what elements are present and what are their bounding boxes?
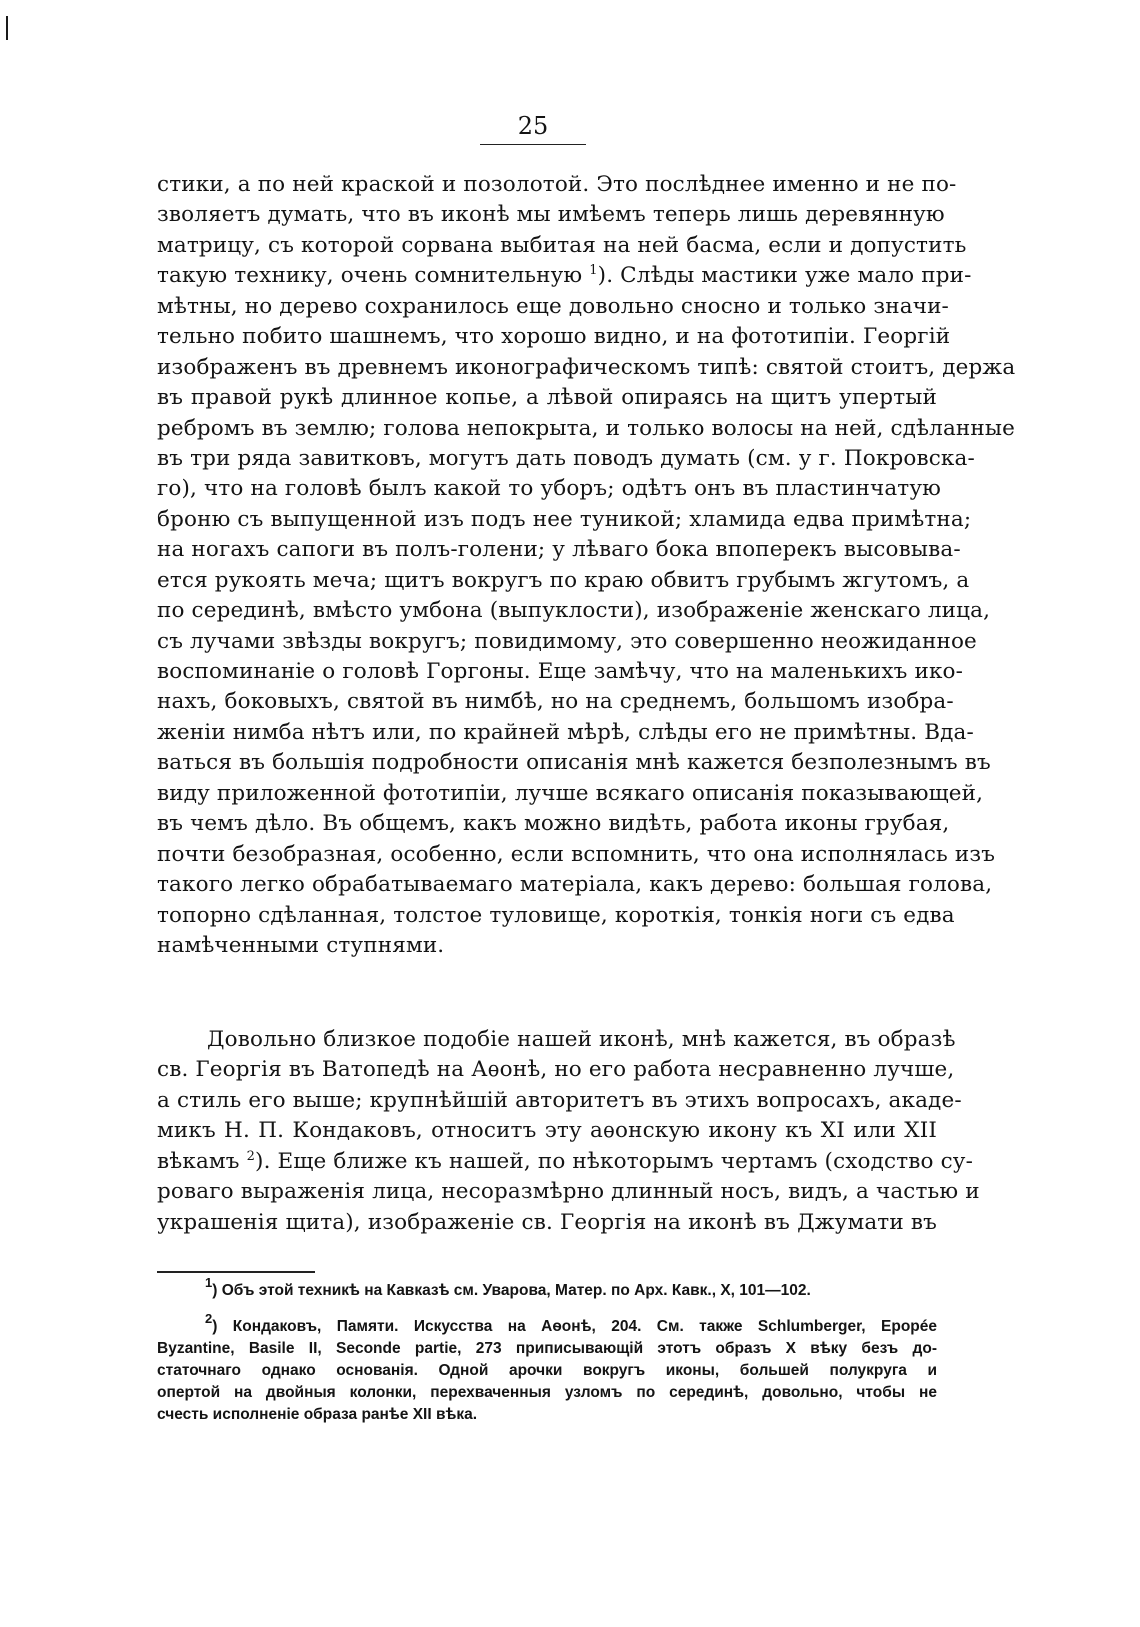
footnote-divider [157, 1271, 315, 1273]
text-line: виду приложенной фототипіи, лучше всякаго описанія показывающей, [157, 780, 984, 806]
text-line: а стиль его выше; крупнѣйшій авторитетъ въ этихъ вопросахъ, акаде- [157, 1087, 962, 1113]
footnote-text: ) Кондаковъ, Памяти. Искусства на Аѳонѣ, 204. См. также Schlumberger, Epopée [212, 1318, 937, 1335]
text-line: украшенія щита), изображеніе св. Георгія на иконѣ въ Джумати въ [157, 1209, 937, 1235]
text-line [157, 1147, 974, 1177]
text-line: въ три ряда завитковъ, могутъ дать поводъ думать (см. у г. Покровска- [157, 445, 975, 471]
text-fragment: ). Слѣды мастики уже мало при- [597, 263, 972, 289]
text-line: нахъ, боковыхъ, святой въ нимбѣ, но на среднемъ, большомъ изобра- [157, 689, 954, 715]
footnote-2-line: счесть исполненіе образа ранѣе XII вѣка. [157, 1406, 478, 1423]
footnote-ref-1[interactable]: 1 [589, 263, 598, 279]
text-line: матрицу, съ которой сорвана выбитая на ней басма, если и допустить [157, 232, 967, 258]
text-line: изображенъ въ древнемъ иконографическомъ типѣ: святой стоитъ, держа [157, 354, 1016, 380]
footnote-ref-2[interactable]: 2 [246, 1148, 256, 1164]
text-line [157, 261, 972, 291]
text-line: воспоминаніе о головѣ Горгоны. Еще замѣчу, что на маленькихъ ико- [157, 659, 964, 684]
text-line: по серединѣ, вмѣсто умбона (выпуклости), изображеніе женскаго лица, [157, 598, 991, 624]
text-line: почти безобразная, особенно, если вспомнить, что она исполнялась изъ [157, 841, 996, 867]
footnote-2 [157, 1311, 937, 1338]
text-line: роваго выраженія лица, несоразмѣрно длинный носъ, видъ, а частью и [157, 1179, 980, 1205]
footnote-2-line: Byzantine, Basile II, Seconde partie, 273 приписывающій этотъ образъ X вѣку безъ до- [157, 1340, 937, 1357]
text-line: ваться въ большія подробности описанія мнѣ кажется безполезнымъ въ [157, 750, 991, 776]
text-line: св. Георгія въ Ватопедѣ на Аѳонѣ, но его работа несравненно лучше, [157, 1057, 955, 1083]
paragraph-2 [157, 1025, 980, 1238]
footnote-mark: 2 [205, 1311, 213, 1326]
text-line: женіи нимба нѣтъ или, по крайней мѣрѣ, слѣды его не примѣтны. Вда- [157, 719, 974, 745]
footnote-2-line: статочнаго однако основанія. Одной арочки вокругъ иконы, большей полукруга и [157, 1362, 937, 1379]
text-fragment: ). Еще ближе къ нашей, по нѣкоторымъ чертамъ (сходство су- [255, 1148, 974, 1174]
text-line: зволяетъ думать, что въ иконѣ мы имѣемъ теперь лишь деревянную [157, 202, 945, 228]
footnote-1 [157, 1275, 937, 1302]
page-number: 25 [480, 112, 586, 145]
text-line: го), что на головѣ былъ какой то уборъ; одѣтъ онъ въ пластинчатую [157, 476, 942, 502]
text-line: ется рукоять меча; щитъ вокругъ по краю обвитъ грубымъ жгутомъ, а [157, 567, 970, 593]
text-line: топорно сдѣланная, толстое туловище, короткія, тонкія ноги съ едва [157, 902, 955, 928]
footnotes [157, 1275, 937, 1426]
text-line: микъ Н. П. Кондаковъ, относитъ эту аѳонскую икону къ XI или XII [157, 1118, 937, 1144]
text-line: намѣченными ступнями. [157, 932, 445, 958]
text-line: съ лучами звѣзды вокругъ; повидимому, это совершенно неожиданное [157, 628, 977, 654]
text-line: въ правой рукѣ длинное копье, а лѣвой опираясь на щитъ упертый [157, 385, 937, 411]
paragraph-1 [157, 170, 1016, 961]
text-line: броню съ выпущенной изъ подъ нее туникой; хламида едва примѣтна; [157, 506, 972, 532]
text-line: стики, а по ней краской и позолотой. Это послѣднее именно и не по- [157, 172, 957, 197]
text-line: въ чемъ дѣло. Въ общемъ, какъ можно видѣть, работа иконы грубая, [157, 811, 950, 837]
text-line: на ногахъ сапоги въ полъ-голени; у лѣваго бока впоперекъ высовыва- [157, 537, 961, 563]
footnote-text: ) Объ этой техникѣ на Кавказѣ см. Уварова, Матер. по Арх. Кавк., X, 101—102. [212, 1282, 811, 1299]
text-line: такого легко обрабатываемаго матеріала, какъ дерево: большая голова, [157, 872, 993, 898]
text-fragment: такую технику, очень сомнительную [157, 263, 583, 289]
text-line: мѣтны, но дерево сохранилось еще довольно сносно и только значи- [157, 293, 949, 319]
footnote-mark: 1 [205, 1275, 213, 1290]
scan-edge-mark [6, 16, 8, 40]
text-line: Довольно близкое подобіе нашей иконѣ, мнѣ кажется, въ образѣ [207, 1027, 956, 1052]
text-line: тельно побито шашнемъ, что хорошо видно, и на фототипіи. Георгій [157, 324, 951, 350]
text-line: ребромъ въ землю; голова непокрыта, и только волосы на ней, сдѣланные [157, 415, 1016, 441]
footnote-2-line: опертой на двойныя колонки, перехваченныя узломъ по серединѣ, довольно, чтобы не [157, 1384, 937, 1401]
text-fragment: вѣкамъ [157, 1148, 240, 1174]
